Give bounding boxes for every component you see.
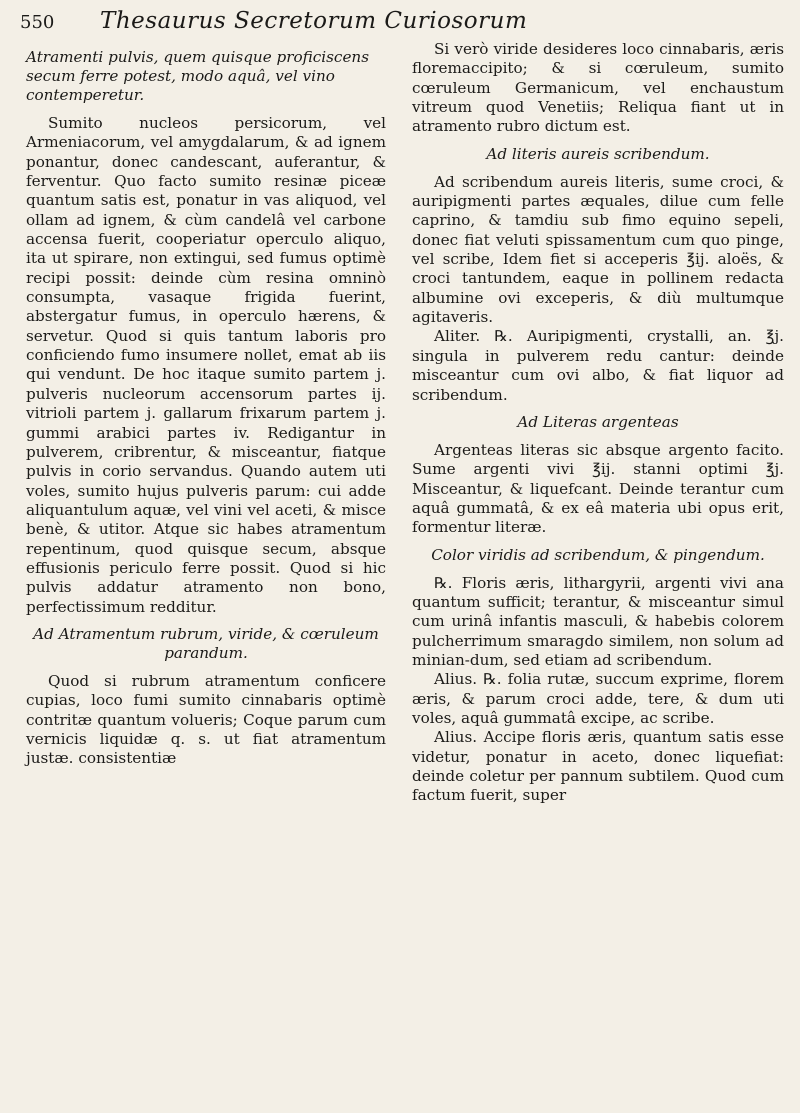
paragraph-green-color: ℞. Floris æris, lithargyrii, argenti vivi ana quantum sufficit; terantur, & misceantur simul cum urinâ infantis masculi, & habebis colorem pulcherrimum smaragdo similem, non solum ad minian-dum, sed etiam ad scribendum. bbox=[412, 573, 784, 669]
right-column bbox=[412, 40, 784, 806]
paragraph-green-alt2: Alius. Accipe floris æris, quantum satis esse videtur, ponatur in aceto, donec liquefiat: deinde coletur per pannum subtilem. Quod cum factum fuerit, super bbox=[412, 728, 784, 805]
paragraph-silver-letters: Argenteas literas sic absque argento facito. Sume argenti vivi ℥ij. stanni optimi ℥j. Misceantur, & liquefcant. Deinde terantur cum aquâ gummatâ, & ex eâ materia ubi opus erit, formentur literæ. bbox=[412, 440, 784, 537]
running-title: Thesaurus Secretorum Curiosorum bbox=[100, 8, 528, 34]
section-heading-silver-letters: Ad Literas argenteas bbox=[517, 412, 679, 431]
section-heading-colored-inks: Ad Atramentum rubrum, viride, & cœruleum parandum. bbox=[33, 624, 379, 662]
running-head bbox=[20, 8, 790, 38]
paragraph-gold-alt: Aliter. ℞. Auripigmenti, crystalli, an. ℥j. singula in pulverem redu cantur: deinde misceantur cum ovi albo, & fiat liquor ad scribendum. bbox=[412, 327, 784, 404]
paragraph-red-ink: Quod si rubrum atramentum conficere cupias, loco fumi sumito cinnabaris optimè contritæ quantum volueris; Coque parum cum vernicis liquidæ q. s. ut fiat atramentum justæ. consistentiæ bbox=[26, 671, 386, 768]
paragraph-recipe-powder: Sumito nucleos persicorum, vel Armeniacorum, vel amygdalarum, & ad ignem ponantur, donec candescant, auferantur, & ferventur. Quo facto sumito resinæ piceæ quantum satis est, ponatur in vas aliquod, vel ollam ad ignem, & cùm candelâ vel carbone accensa fuerit, cooperiatur operculo aliquo, ita ut spirare, non extingui, sed fumus optimè recipi possit: deinde cùm resina omninò consumpta, vasaque frigida fuerint, abstergatur fumus, in operculo hærens, & servetur. Quod si quis tantum laboris pro conficiendo fumo insumere nollet, emat ab iis qui vendunt. De hoc itaque sumito partem j. pulveris nucleorum accensorum partes ij. vitrioli partem j. gallarum frixarum partem j. gummi arabici partes iv. Redigantur in pulverem, cribrentur, & misceantur, fiatque pulvis in corio servandus. Quando autem uti voles, sumito hujus pulveris parum: cui adde aliquantulum aquæ, vel vini vel aceti, & misce benè, & utitor. Atque sic habes atramentum repentinum, quod quisque secum, absque effusionis periculo ferre possit. Quod si hic pulvis addatur atramento non bono, perfectissimum redditur. bbox=[26, 114, 386, 616]
paragraph-gold-letters: Ad scribendum aureis literis, sume croci, & auripigmenti partes æquales, dilue cum felle caprino, & tamdiu sub fimo equino sepeli, donec fiat veluti spissamentum cum quo pinge, vel scribe, Idem fiet si acceperis ℥ij. aloës, & croci tantundem, eaque in pollinem redacta albumine ovi exceperis, & diù multumque agitaveris. bbox=[412, 172, 784, 327]
section-heading-green-color: Color viridis ad scribendum, & pingendum. bbox=[431, 545, 765, 564]
page-number: 550 bbox=[20, 12, 55, 33]
section-heading-portable-ink: Atramenti pulvis, quem quisque proficiscens secum ferre potest, modo aquâ, vel vino contemperetur. bbox=[26, 48, 370, 104]
left-column bbox=[26, 40, 386, 769]
section-heading-gold-letters: Ad literis aureis scribendum. bbox=[486, 144, 710, 163]
paragraph-green-alt1: Alius. ℞. folia rutæ, succum exprime, florem æris, & parum croci adde, tere, & dum uti voles, aquâ gummatâ excipe, ac scribe. bbox=[412, 670, 784, 727]
paragraph-green-blue-ink: Si verò viride desideres loco cinnabaris, æris floremaccipito; & si cœruleum, sumito cœruleum Germanicum, vel enchaustum vitreum quod Venetiis; Reliqua fiant ut in atramento rubro dictum est. bbox=[412, 40, 784, 136]
